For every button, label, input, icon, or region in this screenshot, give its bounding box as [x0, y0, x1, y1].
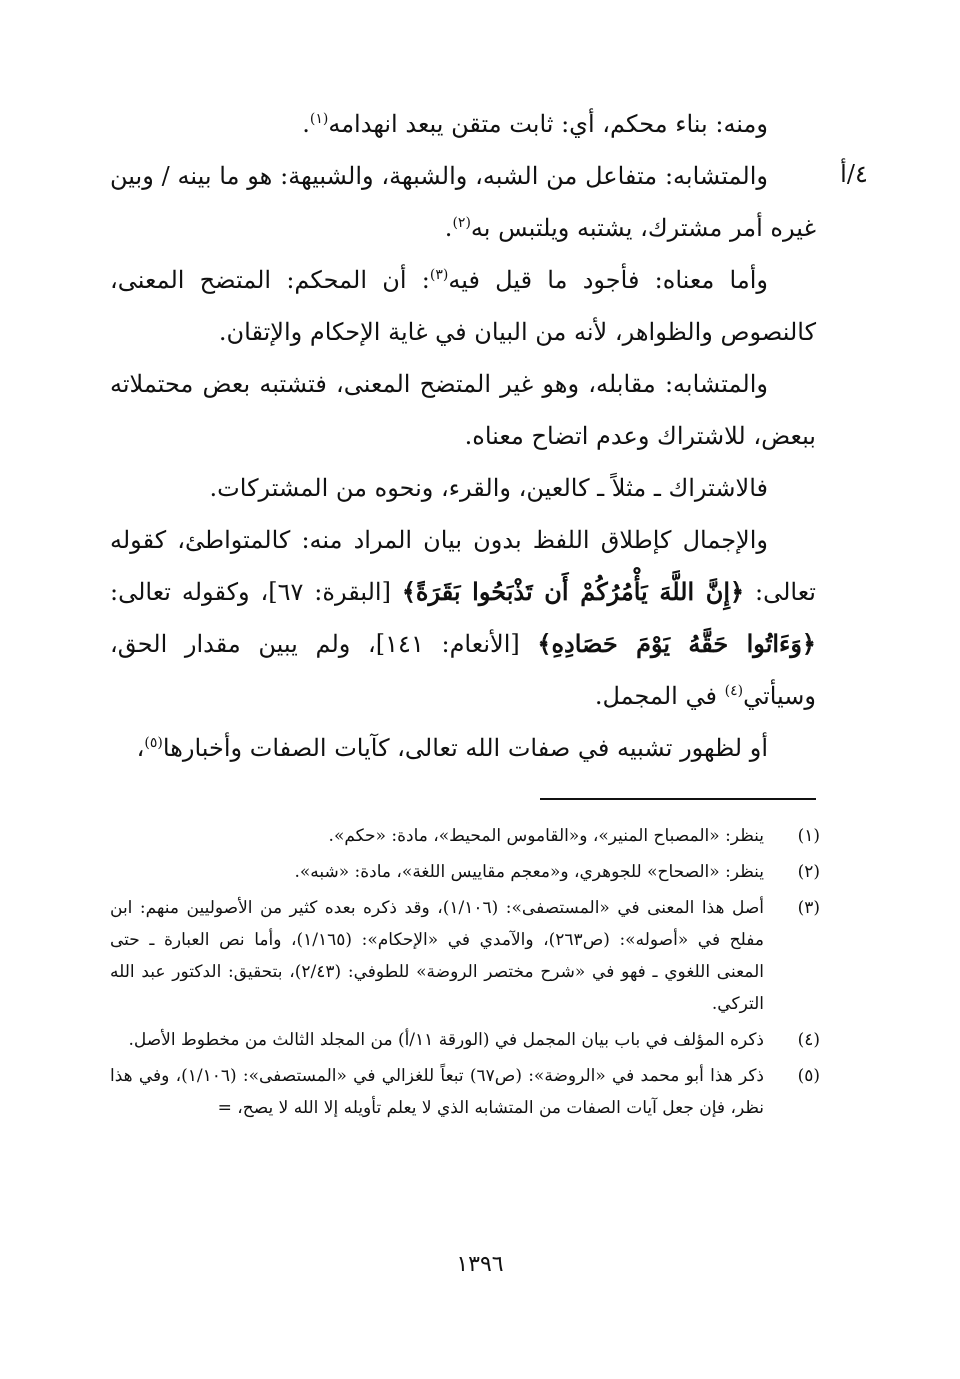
paragraph-2-text: والمتشابه: متفاعل من الشبه، والشبهة، والشبيهة: هو ما بينه / وبين غيره أمر مشترك، يشتبه ويلتبس به	[110, 162, 816, 242]
paragraph-6-text-c: [الأنعام: ١٤١]، ولم يبين مقدار الحق، وسيأتي	[110, 630, 816, 710]
paragraph-2	[110, 150, 816, 254]
paragraph-2-end: .	[444, 214, 453, 242]
quran-verse-2: ﴿وَءَاتُوا حَقَّهُ يَوْمَ حَصَادِهِ﴾	[537, 629, 816, 658]
footnote-2	[110, 856, 820, 888]
page-number: ١٣٩٦	[456, 1252, 504, 1277]
paragraph-5	[110, 462, 816, 514]
footnote-ref-3[interactable]: (٣)	[429, 267, 449, 283]
paragraph-1	[110, 98, 816, 150]
paragraph-4-text: والمتشابه: مقابله، وهو غير المتضح المعنى، فتشتبه بعض محتملاته ببعض، للاشتراك وعدم اتضاح معناه.	[110, 370, 816, 450]
footnote-number: (١)	[797, 826, 820, 846]
footnote-text: أصل هذا المعنى في «المستصفى»: (١/١٠٦)، وقد ذكره بعده كثير من الأصوليين منهم: ابن مفلح في «أصوله»: (ص٢٦٣)، والآمدي في «الإحكام»: (١/١٦٥)، وأما نص العبارة ـ حتى المعنى اللغوي ـ فهو في «شرح مختصر الروضة» للطوفي: (٢/٤٣)، بتحقيق: الدكتور عبد الله التركي.	[110, 898, 764, 1014]
footnote-text: ينظر: «المصباح المنير»، و«القاموس المحيط»، مادة: «حكم».	[328, 826, 764, 846]
paragraph-5-text: فالاشتراك ـ مثلاً ـ كالعين، والقرء، ونحوه من المشتركات.	[209, 474, 768, 502]
footnote-number: (٣)	[797, 898, 820, 918]
paragraph-7-text: أو لظهور تشبيه في صفات الله تعالى، كآيات الصفات وأخبارها	[162, 734, 768, 762]
paragraph-7-end: ،	[136, 734, 145, 762]
footnote-text: ينظر: «الصحاح» للجوهري، و«معجم مقاييس اللغة»، مادة: «شبه».	[294, 862, 764, 882]
footnote-number: (٥)	[797, 1066, 820, 1086]
footnote-text: ذكره المؤلف في باب بيان المجمل في (الورقة ١١/أ) من المجلد الثالث من مخطوط الأصل.	[128, 1030, 764, 1050]
paragraph-3-text-a: وأما معناه: فأجود ما قيل فيه	[448, 266, 768, 294]
footnote-separator	[540, 798, 816, 800]
paragraph-1-end: .	[302, 110, 310, 138]
paragraph-6-text-d: في المجمل.	[594, 682, 717, 710]
footnote-4	[110, 1024, 820, 1056]
paragraph-6-text-b: [البقرة: ٦٧]، وكقوله تعالى:	[110, 578, 391, 606]
footnote-number: (٢)	[797, 862, 820, 882]
paragraph-3-text-b: : أن المحكم: المتضح المعنى، كالنصوص والظواهر، لأنه من البيان في غاية الإحكام والإتقان.	[110, 266, 816, 346]
margin-folio-note: ٤/أ	[840, 160, 868, 188]
footnote-text: ذكر هذا أبو محمد في «الروضة»: (ص٦٧) تبعاً للغزالي في «المستصفى»: (١/١٠٦)، وفي هذا نظر، فإن جعل آيات الصفات من المتشابه الذي لا يعلم تأويله إلا الله لا يصح، =	[110, 1066, 764, 1118]
footnote-1	[110, 820, 820, 852]
paragraph-7	[110, 722, 816, 774]
main-text	[110, 98, 816, 774]
footnote-number: (٤)	[797, 1030, 820, 1050]
footnote-ref-5[interactable]: (٥)	[144, 735, 163, 751]
paragraph-6	[110, 514, 816, 722]
footnote-ref-4[interactable]: (٤)	[724, 683, 744, 699]
footnotes	[110, 820, 820, 1128]
footnote-ref-1[interactable]: (١)	[309, 111, 329, 127]
paragraph-3	[110, 254, 816, 358]
paragraph-4	[110, 358, 816, 462]
quran-verse-1: ﴿إِنَّ اللَّهَ يَأْمُرُكُمْ أَن تَذْبَحُوا بَقَرَةً﴾	[401, 577, 745, 606]
paragraph-6-text-a: والإجمال كإطلاق اللفظ بدون بيان المراد منه: كالمتواطئ، كقوله تعالى:	[110, 526, 816, 606]
footnote-3	[110, 892, 820, 1020]
footnote-5	[110, 1060, 820, 1124]
paragraph-1-text: ومنه: بناء محكم، أي: ثابت متقن يبعد انهدامه	[328, 110, 768, 138]
footnote-ref-2[interactable]: (٢)	[452, 215, 471, 231]
